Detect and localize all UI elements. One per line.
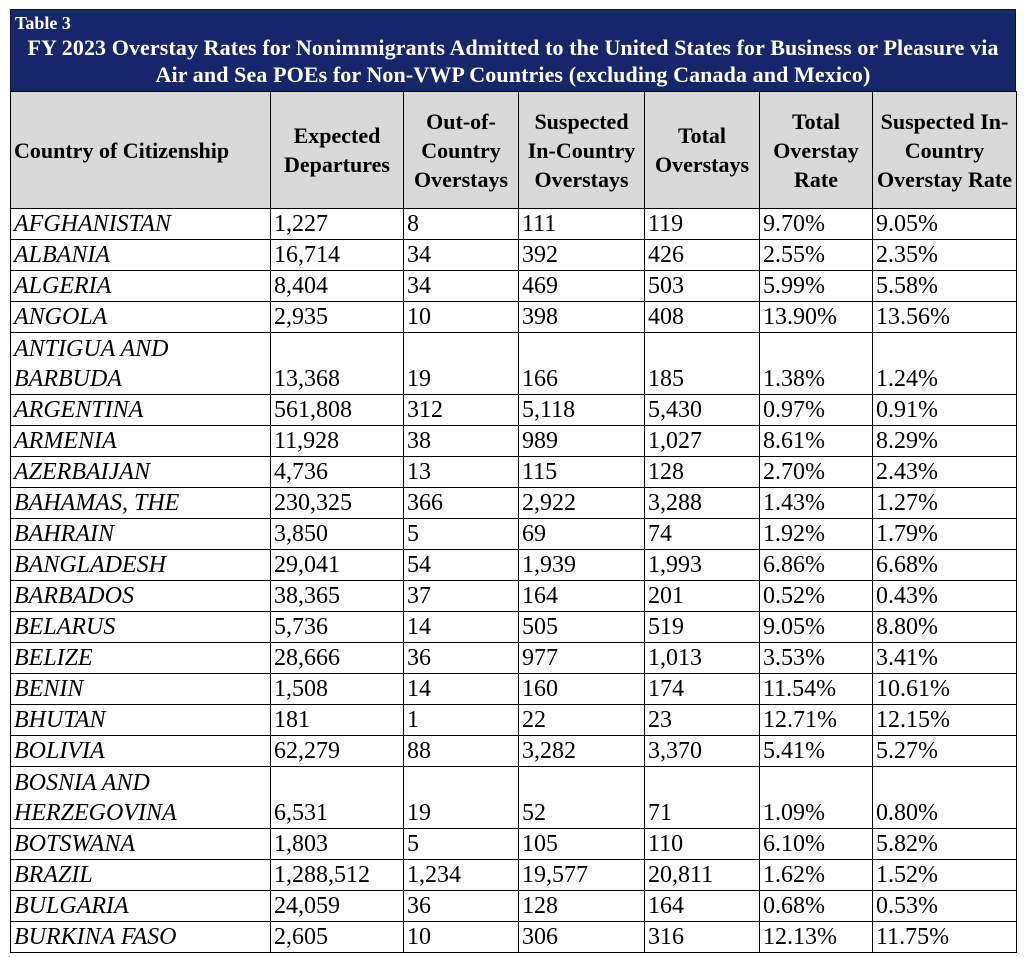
total-overstay-rate-cell: 1.38% xyxy=(760,333,873,395)
out-of-country-overstays-cell: 10 xyxy=(404,302,519,333)
expected-departures-cell: 1,803 xyxy=(271,829,404,860)
table-title: FY 2023 Overstay Rates for Nonimmigrants Admitted to the United States for Business or Pleasure via Air and Sea POEs for Non-VWP Countries (excluding Canada and Mexico) xyxy=(27,35,999,87)
suspected-in-country-overstay-rate-cell: 1.24% xyxy=(873,333,1017,395)
expected-departures-cell: 1,227 xyxy=(271,209,404,240)
table-row xyxy=(11,271,1017,302)
suspected-in-country-overstays-cell: 52 xyxy=(519,767,645,829)
expected-departures-cell: 16,714 xyxy=(271,240,404,271)
out-of-country-overstays-cell: 366 xyxy=(404,488,519,519)
expected-departures-cell: 29,041 xyxy=(271,550,404,581)
table-body xyxy=(11,209,1017,953)
total-overstays-cell: 185 xyxy=(645,333,760,395)
country-cell: BAHRAIN xyxy=(11,519,271,550)
suspected-in-country-overstay-rate-cell: 0.80% xyxy=(873,767,1017,829)
table-row xyxy=(11,736,1017,767)
total-overstays-cell: 1,993 xyxy=(645,550,760,581)
total-overstays-cell: 74 xyxy=(645,519,760,550)
country-cell: BENIN xyxy=(11,674,271,705)
total-overstay-rate-cell: 5.99% xyxy=(760,271,873,302)
total-overstay-rate-cell: 6.10% xyxy=(760,829,873,860)
table-row xyxy=(11,550,1017,581)
expected-departures-cell: 24,059 xyxy=(271,891,404,922)
out-of-country-overstays-cell: 1,234 xyxy=(404,860,519,891)
suspected-in-country-overstays-cell: 164 xyxy=(519,581,645,612)
country-cell: BELIZE xyxy=(11,643,271,674)
total-overstays-cell: 119 xyxy=(645,209,760,240)
out-of-country-overstays-cell: 14 xyxy=(404,674,519,705)
header-suspected-in-country-overstay-rate: Suspected In-Country Overstay Rate xyxy=(873,92,1017,209)
country-cell: BANGLADESH xyxy=(11,550,271,581)
suspected-in-country-overstay-rate-cell: 3.41% xyxy=(873,643,1017,674)
table-header xyxy=(11,92,1017,209)
suspected-in-country-overstays-cell: 1,939 xyxy=(519,550,645,581)
total-overstays-cell: 201 xyxy=(645,581,760,612)
country-cell: AZERBAIJAN xyxy=(11,457,271,488)
out-of-country-overstays-cell: 5 xyxy=(404,829,519,860)
total-overstays-cell: 1,013 xyxy=(645,643,760,674)
total-overstays-cell: 3,370 xyxy=(645,736,760,767)
total-overstay-rate-cell: 1.43% xyxy=(760,488,873,519)
out-of-country-overstays-cell: 54 xyxy=(404,550,519,581)
out-of-country-overstays-cell: 13 xyxy=(404,457,519,488)
out-of-country-overstays-cell: 1 xyxy=(404,705,519,736)
out-of-country-overstays-cell: 34 xyxy=(404,271,519,302)
expected-departures-cell: 5,736 xyxy=(271,612,404,643)
out-of-country-overstays-cell: 10 xyxy=(404,922,519,953)
overstay-table xyxy=(10,91,1017,953)
table-row xyxy=(11,860,1017,891)
out-of-country-overstays-cell: 38 xyxy=(404,426,519,457)
suspected-in-country-overstays-cell: 989 xyxy=(519,426,645,457)
suspected-in-country-overstay-rate-cell: 5.58% xyxy=(873,271,1017,302)
suspected-in-country-overstays-cell: 505 xyxy=(519,612,645,643)
table-row xyxy=(11,302,1017,333)
country-cell: BELARUS xyxy=(11,612,271,643)
suspected-in-country-overstay-rate-cell: 1.52% xyxy=(873,860,1017,891)
suspected-in-country-overstays-cell: 128 xyxy=(519,891,645,922)
country-cell: BHUTAN xyxy=(11,705,271,736)
suspected-in-country-overstays-cell: 5,118 xyxy=(519,395,645,426)
suspected-in-country-overstay-rate-cell: 1.79% xyxy=(873,519,1017,550)
suspected-in-country-overstays-cell: 977 xyxy=(519,643,645,674)
total-overstay-rate-cell: 2.55% xyxy=(760,240,873,271)
expected-departures-cell: 4,736 xyxy=(271,457,404,488)
country-cell: BOSNIA AND HERZEGOVINA xyxy=(11,767,271,829)
country-cell: ALBANIA xyxy=(11,240,271,271)
suspected-in-country-overstay-rate-cell: 9.05% xyxy=(873,209,1017,240)
out-of-country-overstays-cell: 88 xyxy=(404,736,519,767)
expected-departures-cell: 561,808 xyxy=(271,395,404,426)
expected-departures-cell: 13,368 xyxy=(271,333,404,395)
suspected-in-country-overstays-cell: 111 xyxy=(519,209,645,240)
total-overstays-cell: 519 xyxy=(645,612,760,643)
total-overstay-rate-cell: 11.54% xyxy=(760,674,873,705)
total-overstay-rate-cell: 13.90% xyxy=(760,302,873,333)
total-overstay-rate-cell: 1.62% xyxy=(760,860,873,891)
header-country: Country of Citizenship xyxy=(11,92,271,209)
suspected-in-country-overstay-rate-cell: 0.91% xyxy=(873,395,1017,426)
country-cell: BURKINA FASO xyxy=(11,922,271,953)
out-of-country-overstays-cell: 37 xyxy=(404,581,519,612)
header-expected-departures: Expected Departures xyxy=(271,92,404,209)
header-row xyxy=(11,92,1017,209)
suspected-in-country-overstays-cell: 105 xyxy=(519,829,645,860)
table-row xyxy=(11,581,1017,612)
header-total-overstay-rate: Total Overstay Rate xyxy=(760,92,873,209)
total-overstays-cell: 1,027 xyxy=(645,426,760,457)
total-overstay-rate-cell: 8.61% xyxy=(760,426,873,457)
table-banner xyxy=(10,9,1016,91)
header-out-of-country-overstays: Out-of-Country Overstays xyxy=(404,92,519,209)
table-label: Table 3 xyxy=(15,13,71,33)
total-overstay-rate-cell: 9.05% xyxy=(760,612,873,643)
out-of-country-overstays-cell: 36 xyxy=(404,643,519,674)
country-cell: AFGHANISTAN xyxy=(11,209,271,240)
total-overstays-cell: 110 xyxy=(645,829,760,860)
total-overstay-rate-cell: 2.70% xyxy=(760,457,873,488)
table-row xyxy=(11,395,1017,426)
suspected-in-country-overstays-cell: 392 xyxy=(519,240,645,271)
suspected-in-country-overstay-rate-cell: 8.29% xyxy=(873,426,1017,457)
suspected-in-country-overstays-cell: 398 xyxy=(519,302,645,333)
table-row xyxy=(11,767,1017,829)
out-of-country-overstays-cell: 8 xyxy=(404,209,519,240)
table-row xyxy=(11,891,1017,922)
suspected-in-country-overstays-cell: 160 xyxy=(519,674,645,705)
out-of-country-overstays-cell: 36 xyxy=(404,891,519,922)
total-overstays-cell: 503 xyxy=(645,271,760,302)
total-overstays-cell: 426 xyxy=(645,240,760,271)
suspected-in-country-overstays-cell: 2,922 xyxy=(519,488,645,519)
expected-departures-cell: 1,508 xyxy=(271,674,404,705)
suspected-in-country-overstays-cell: 306 xyxy=(519,922,645,953)
suspected-in-country-overstays-cell: 22 xyxy=(519,705,645,736)
table-row xyxy=(11,829,1017,860)
total-overstay-rate-cell: 12.13% xyxy=(760,922,873,953)
suspected-in-country-overstays-cell: 469 xyxy=(519,271,645,302)
out-of-country-overstays-cell: 34 xyxy=(404,240,519,271)
country-cell: ALGERIA xyxy=(11,271,271,302)
suspected-in-country-overstay-rate-cell: 5.82% xyxy=(873,829,1017,860)
expected-departures-cell: 3,850 xyxy=(271,519,404,550)
total-overstay-rate-cell: 6.86% xyxy=(760,550,873,581)
table-row xyxy=(11,457,1017,488)
table-row xyxy=(11,643,1017,674)
suspected-in-country-overstays-cell: 115 xyxy=(519,457,645,488)
total-overstay-rate-cell: 3.53% xyxy=(760,643,873,674)
total-overstays-cell: 164 xyxy=(645,891,760,922)
table-row xyxy=(11,519,1017,550)
table-row xyxy=(11,426,1017,457)
suspected-in-country-overstay-rate-cell: 12.15% xyxy=(873,705,1017,736)
out-of-country-overstays-cell: 5 xyxy=(404,519,519,550)
suspected-in-country-overstays-cell: 166 xyxy=(519,333,645,395)
table-row xyxy=(11,922,1017,953)
table-row xyxy=(11,209,1017,240)
total-overstay-rate-cell: 1.09% xyxy=(760,767,873,829)
out-of-country-overstays-cell: 14 xyxy=(404,612,519,643)
country-cell: ANGOLA xyxy=(11,302,271,333)
suspected-in-country-overstay-rate-cell: 13.56% xyxy=(873,302,1017,333)
total-overstays-cell: 128 xyxy=(645,457,760,488)
country-cell: BARBADOS xyxy=(11,581,271,612)
header-total-overstays: Total Overstays xyxy=(645,92,760,209)
suspected-in-country-overstay-rate-cell: 6.68% xyxy=(873,550,1017,581)
suspected-in-country-overstay-rate-cell: 0.53% xyxy=(873,891,1017,922)
suspected-in-country-overstay-rate-cell: 0.43% xyxy=(873,581,1017,612)
country-cell: ARGENTINA xyxy=(11,395,271,426)
table-row xyxy=(11,705,1017,736)
total-overstay-rate-cell: 0.97% xyxy=(760,395,873,426)
total-overstay-rate-cell: 9.70% xyxy=(760,209,873,240)
country-cell: BULGARIA xyxy=(11,891,271,922)
expected-departures-cell: 38,365 xyxy=(271,581,404,612)
total-overstay-rate-cell: 0.68% xyxy=(760,891,873,922)
country-cell: BRAZIL xyxy=(11,860,271,891)
out-of-country-overstays-cell: 19 xyxy=(404,767,519,829)
suspected-in-country-overstay-rate-cell: 5.27% xyxy=(873,736,1017,767)
country-cell: BOTSWANA xyxy=(11,829,271,860)
total-overstays-cell: 3,288 xyxy=(645,488,760,519)
total-overstay-rate-cell: 12.71% xyxy=(760,705,873,736)
total-overstays-cell: 5,430 xyxy=(645,395,760,426)
header-suspected-in-country-overstays: Suspected In-Country Overstays xyxy=(519,92,645,209)
expected-departures-cell: 6,531 xyxy=(271,767,404,829)
suspected-in-country-overstay-rate-cell: 10.61% xyxy=(873,674,1017,705)
suspected-in-country-overstay-rate-cell: 2.43% xyxy=(873,457,1017,488)
suspected-in-country-overstay-rate-cell: 11.75% xyxy=(873,922,1017,953)
table-row xyxy=(11,488,1017,519)
suspected-in-country-overstays-cell: 69 xyxy=(519,519,645,550)
expected-departures-cell: 2,935 xyxy=(271,302,404,333)
suspected-in-country-overstay-rate-cell: 1.27% xyxy=(873,488,1017,519)
document-table-3 xyxy=(10,9,1016,953)
total-overstays-cell: 408 xyxy=(645,302,760,333)
table-row xyxy=(11,240,1017,271)
total-overstay-rate-cell: 0.52% xyxy=(760,581,873,612)
expected-departures-cell: 1,288,512 xyxy=(271,860,404,891)
suspected-in-country-overstay-rate-cell: 2.35% xyxy=(873,240,1017,271)
table-row xyxy=(11,333,1017,395)
expected-departures-cell: 11,928 xyxy=(271,426,404,457)
suspected-in-country-overstay-rate-cell: 8.80% xyxy=(873,612,1017,643)
country-cell: ARMENIA xyxy=(11,426,271,457)
total-overstays-cell: 174 xyxy=(645,674,760,705)
total-overstays-cell: 20,811 xyxy=(645,860,760,891)
country-cell: ANTIGUA AND BARBUDA xyxy=(11,333,271,395)
total-overstays-cell: 316 xyxy=(645,922,760,953)
total-overstay-rate-cell: 5.41% xyxy=(760,736,873,767)
expected-departures-cell: 8,404 xyxy=(271,271,404,302)
expected-departures-cell: 28,666 xyxy=(271,643,404,674)
expected-departures-cell: 230,325 xyxy=(271,488,404,519)
suspected-in-country-overstays-cell: 19,577 xyxy=(519,860,645,891)
total-overstays-cell: 23 xyxy=(645,705,760,736)
expected-departures-cell: 2,605 xyxy=(271,922,404,953)
total-overstays-cell: 71 xyxy=(645,767,760,829)
country-cell: BAHAMAS, THE xyxy=(11,488,271,519)
expected-departures-cell: 181 xyxy=(271,705,404,736)
out-of-country-overstays-cell: 312 xyxy=(404,395,519,426)
table-row xyxy=(11,612,1017,643)
country-cell: BOLIVIA xyxy=(11,736,271,767)
suspected-in-country-overstays-cell: 3,282 xyxy=(519,736,645,767)
expected-departures-cell: 62,279 xyxy=(271,736,404,767)
table-row xyxy=(11,674,1017,705)
total-overstay-rate-cell: 1.92% xyxy=(760,519,873,550)
out-of-country-overstays-cell: 19 xyxy=(404,333,519,395)
